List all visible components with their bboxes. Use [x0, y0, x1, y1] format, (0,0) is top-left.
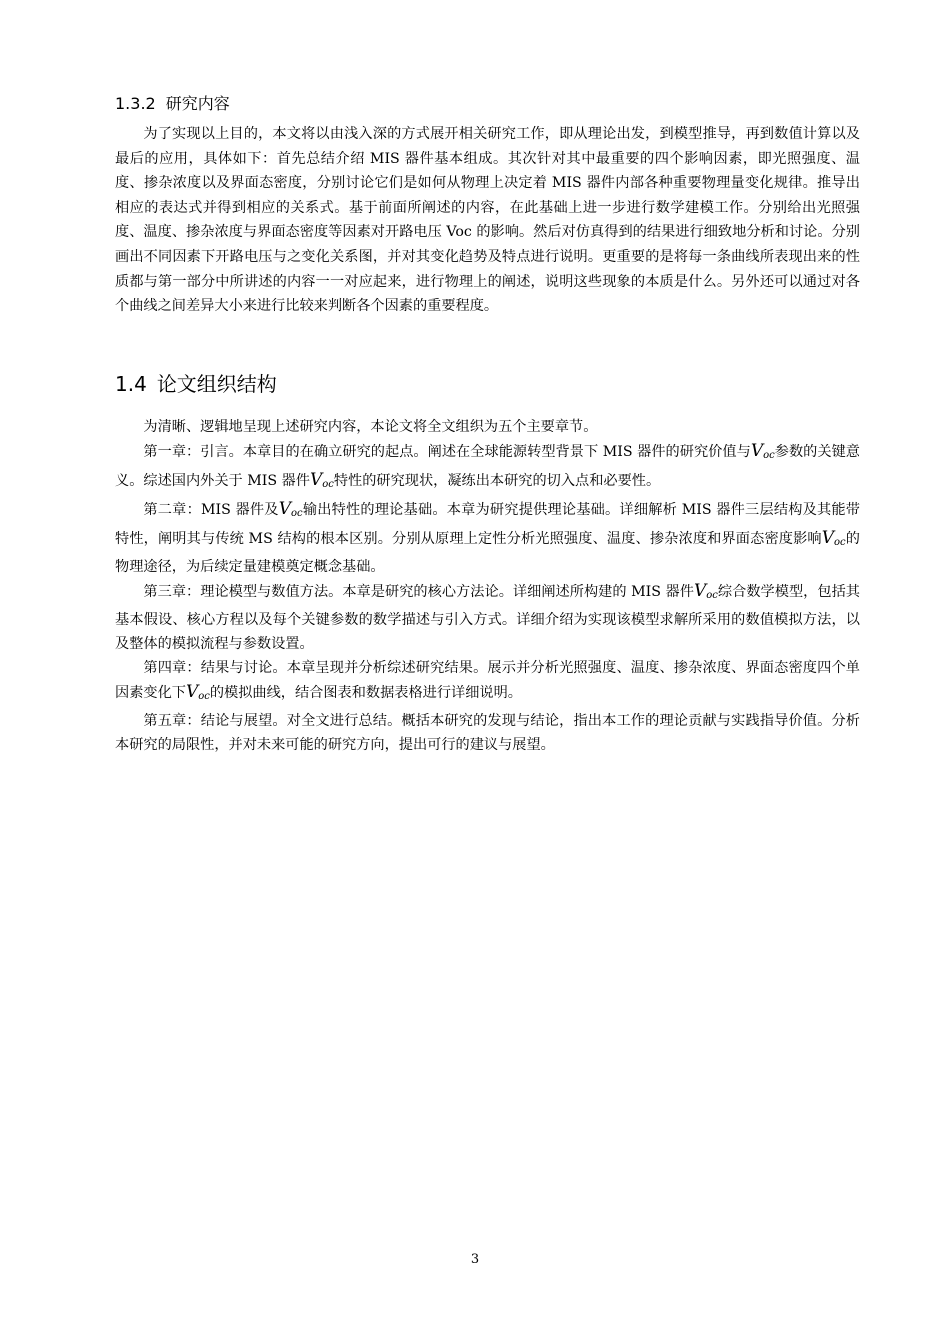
section-heading-1-3-2 — [115, 93, 230, 115]
section-number: 1.4 — [115, 372, 147, 396]
voc-symbol — [694, 581, 718, 601]
voc-symbol — [186, 682, 210, 702]
text-run: 第二章：MIS 器件及 — [143, 502, 279, 518]
chapter-3-paragraph — [115, 579, 860, 656]
symbol-subscript: oc — [322, 479, 334, 490]
section-title: 论文组织结构 — [156, 372, 277, 396]
symbol-subscript: oc — [198, 691, 210, 702]
voc-symbol — [822, 528, 846, 548]
section-title: 研究内容 — [165, 94, 230, 113]
voc-symbol — [751, 441, 775, 461]
chapter-4-paragraph — [115, 656, 860, 709]
voc-symbol — [310, 470, 334, 490]
chapter-5-paragraph: 第五章：结论与展望。对全文进行总结。概括本研究的发现与结论，指出本工作的理论贡献与实践指导价值。分析本研究的局限性，并对未来可能的研究方向，提出可行的建议与展望。 — [115, 713, 860, 753]
thesis-structure-body — [115, 415, 860, 757]
symbol-base: V — [693, 581, 707, 601]
chapter-2-paragraph — [115, 497, 860, 579]
text-run: 第三章：理论模型与数值方法。本章是研究的核心方法论。详细阐述所构建的 MIS 器件 — [143, 584, 694, 600]
symbol-base: V — [821, 528, 835, 548]
text-run: 第一章：引言。本章目的在确立研究的起点。阐述在全球能源转型背景下 MIS 器件的研究价值与 — [143, 444, 751, 460]
symbol-subscript: oc — [706, 590, 718, 601]
symbol-subscript: oc — [834, 537, 846, 548]
text-run: 特性的研究现状，凝练出本研究的切入点和必要性。 — [333, 473, 661, 489]
text-run: 的物理途径，为后续定量建模奠定概念基础。 — [115, 531, 860, 575]
page-number: 3 — [470, 1252, 480, 1267]
voc-symbol — [279, 499, 303, 519]
symbol-subscript: oc — [763, 450, 775, 461]
symbol-subscript: oc — [290, 508, 303, 519]
section-heading-1-4 — [115, 370, 277, 398]
text-run: 输出特性的理论基础。本章为研究提供理论基础。详细解析 MIS 器件三层结构及其能带特性，阐明其与传统 MS 结构的根本区别。分别从原理上定性分析光照强度、温度、掺杂浓度和界面态密度影响 — [115, 502, 860, 547]
text-run: 参数的关键意义。综述国内外关于 MIS 器件 — [115, 444, 860, 489]
structure-intro-paragraph: 为清晰、逻辑地呈现上述研究内容，本论文将全文组织为五个主要章节。 — [143, 419, 598, 435]
symbol-base: V — [185, 682, 199, 702]
chapter-1-paragraph — [115, 439, 860, 497]
text-run: 第四章：结果与讨论。本章呈现并分析综述研究结果。展示并分析光照强度、温度、掺杂浓度、界面态密度四个单因素变化下 — [115, 660, 860, 701]
symbol-base: V — [309, 470, 323, 490]
research-content-paragraph: 为了实现以上目的，本文将以由浅入深的方式展开相关研究工作，即从理论出发，到模型推导，再到数值计算以及最后的应用，具体如下：首先总结介绍 MIS 器件基本组成。其次针对其中最重要的四个影响因素，即光照强度、温度、掺杂浓度以及界面态密度，分别讨论它们是如何从物理上决定着 MIS 器件内部各种重要物理量变化规律。推导出相应的表达式并得到相应的关系式。基于前面所阐述的内容，在此基础上进一步进行数学建模工作。分别给出光照强度、温度、掺杂浓度与界面态密度等因素对开路电压 Voc 的影响。然后对仿真得到的结果进行细致地分析和讨论。分别画出不同因素下开路电压与之变化关系图，并对其变化趋势及特点进行说明。更重要的是将每一条曲线所表现出来的性质都与第一部分中所讲述的内容一一对应起来，进行物理上的阐述，说明这些现象的本质是什么。另外还可以通过对各个曲线之间差异大小来进行比较来判断各个因素的重要程度。 — [115, 126, 860, 315]
symbol-base: V — [750, 441, 764, 461]
text-run: 综合数学模型，包括其基本假设、核心方程以及每个关键参数的数学描述与引入方式。详细介绍为实现该模型求解所采用的数值模拟方法，以及整体的模拟流程与参数设置。 — [115, 584, 860, 652]
symbol-base: V — [278, 499, 291, 519]
section-number: 1.3.2 — [115, 94, 156, 113]
text-run: 的模拟曲线，结合图表和数据表格进行详细说明。 — [209, 685, 522, 701]
